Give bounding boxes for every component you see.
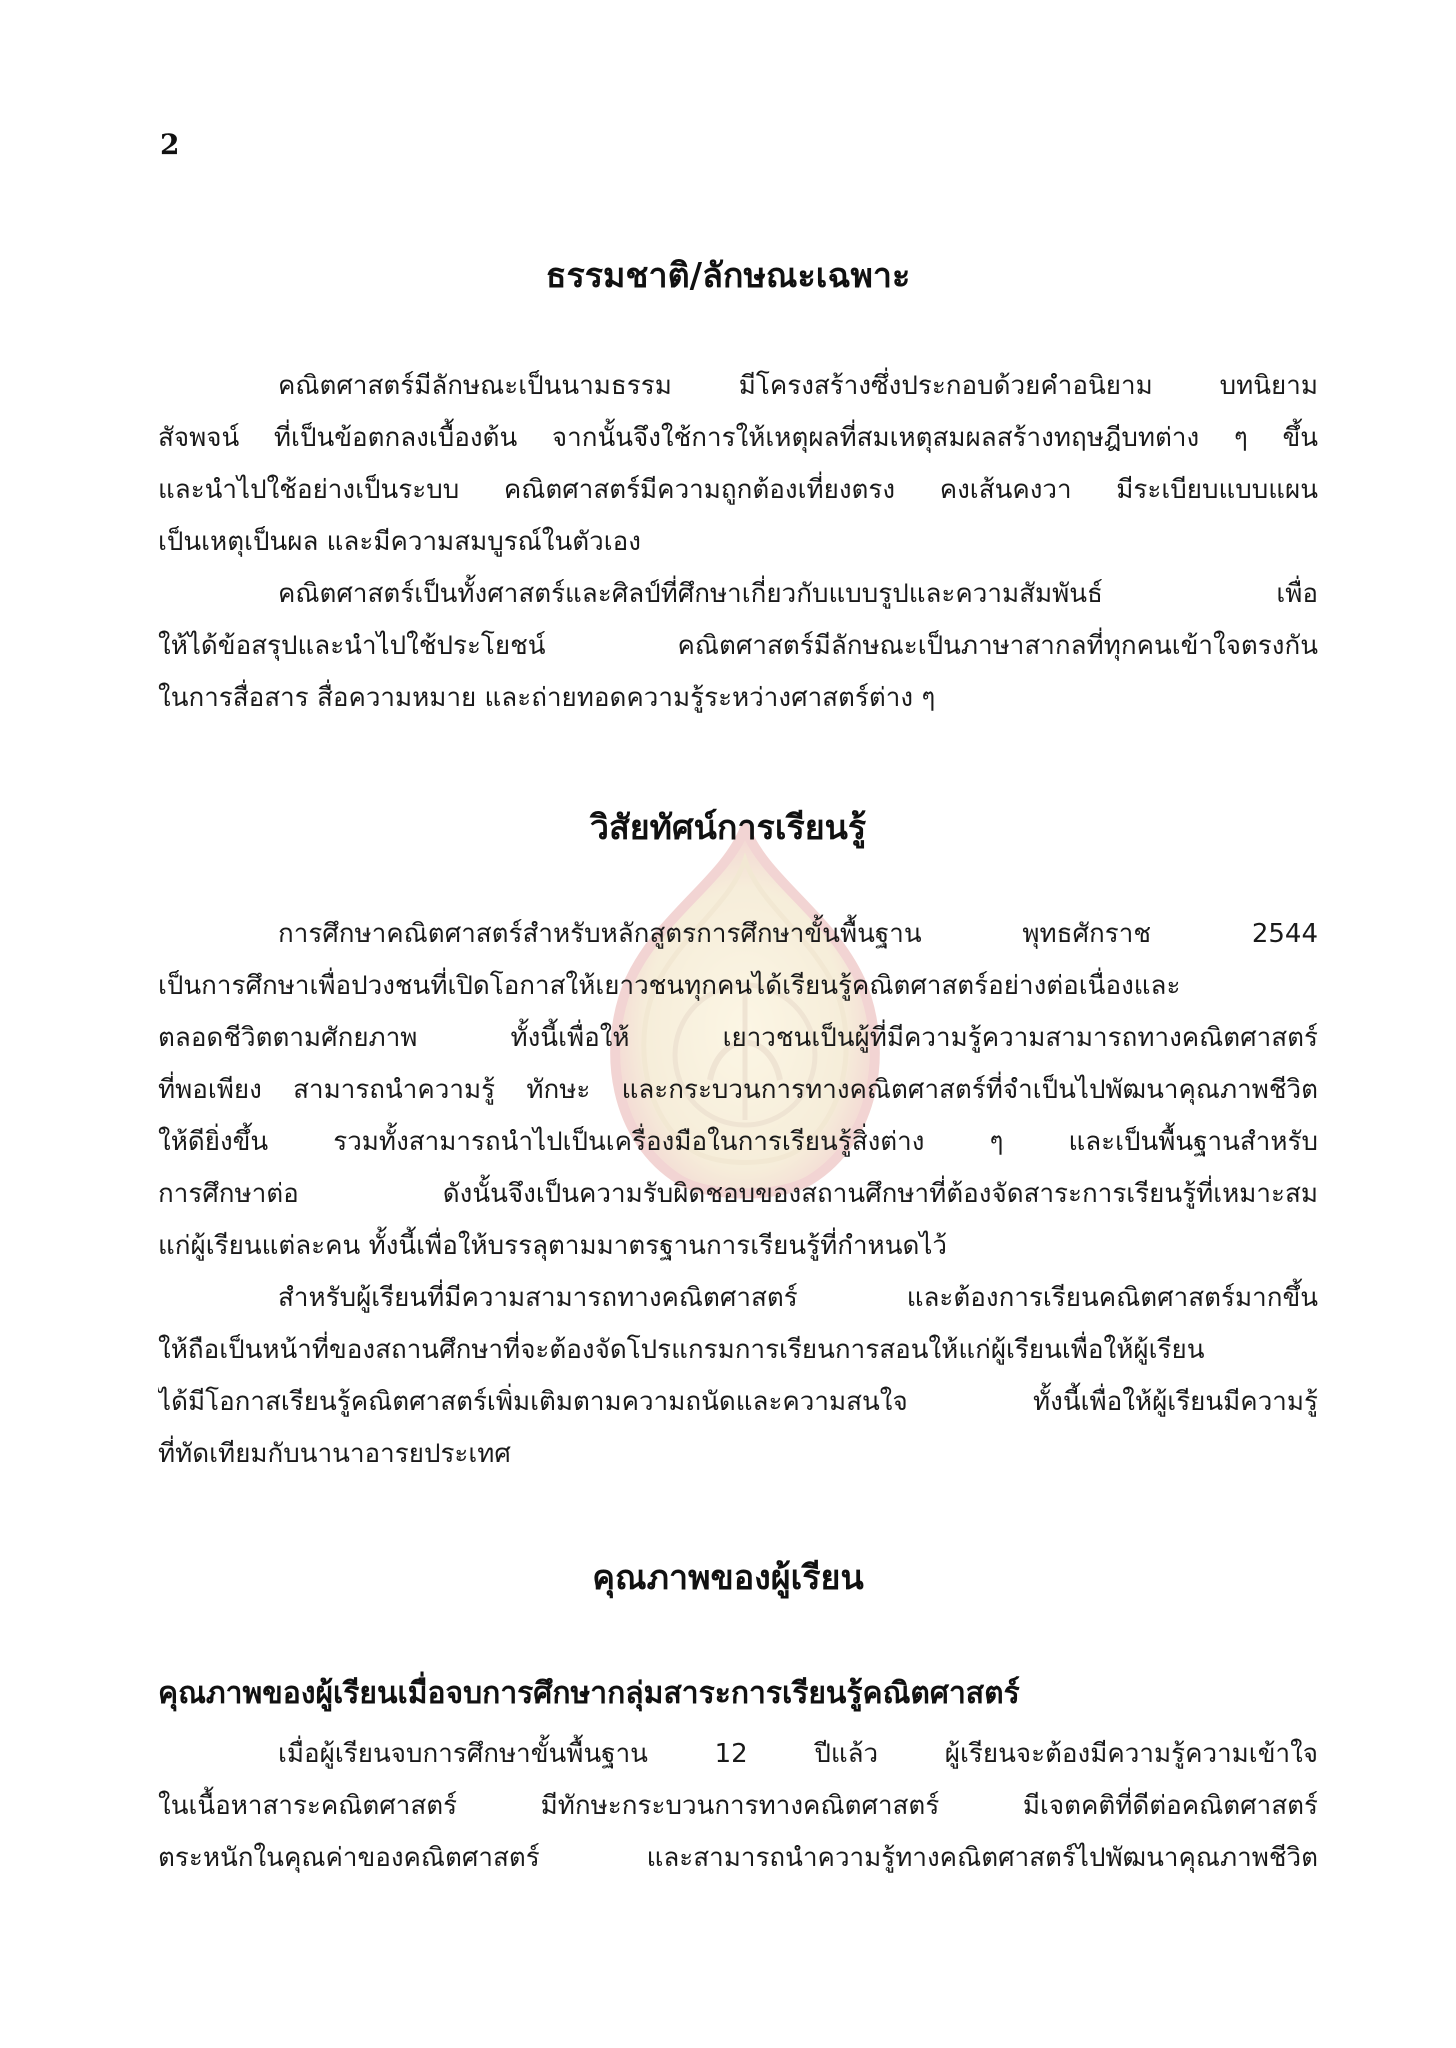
text-line: แก่ผู้เรียนแต่ละคน ทั้งนี้เพื่อให้บรรลุตามมาตรฐานการเรียนรู้ที่กำหนดไว้ xyxy=(158,1231,948,1261)
text-line: การศึกษาต่อ ดังนั้นจึงเป็นความรับผิดชอบของสถานศึกษาที่ต้องจัดสาระการเรียนรู้ที่เหมาะสม xyxy=(158,1179,1318,1209)
text-line: ในเนื้อหาสาระคณิตศาสตร์ มีทักษะกระบวนการทางคณิตศาสตร์ มีเจตคติที่ดีต่อคณิตศาสตร์ xyxy=(158,1791,1318,1821)
paragraph-vision-1 xyxy=(158,908,1318,1272)
text-line: ให้ถือเป็นหน้าที่ของสถานศึกษาที่จะต้องจัดโปรแกรมการเรียนการสอนให้แก่ผู้เรียนเพื่อให้ผู้เรียน xyxy=(158,1335,1205,1365)
text-line: คณิตศาสตร์เป็นทั้งศาสตร์และศิลป์ที่ศึกษาเกี่ยวกับแบบรูปและความสัมพันธ์ เพื่อ xyxy=(278,579,1318,609)
text-line: ในการสื่อสาร สื่อความหมาย และถ่ายทอดความรู้ระหว่างศาสตร์ต่าง ๆ xyxy=(158,683,936,713)
text-line: ให้ได้ข้อสรุปและนำไปใช้ประโยชน์ คณิตศาสตร์มีลักษณะเป็นภาษาสากลที่ทุกคนเข้าใจตรงกัน xyxy=(158,631,1318,661)
text-line: สัจพจน์ ที่เป็นข้อตกลงเบื้องต้น จากนั้นจึงใช้การให้เหตุผลที่สมเหตุสมผลสร้างทฤษฎีบทต่าง ๆ ขึ้น xyxy=(158,423,1318,453)
paragraph-quality-1 xyxy=(158,1728,1318,1884)
paragraph-nature-2 xyxy=(158,568,1318,724)
text-line: ให้ดียิ่งขึ้น รวมทั้งสามารถนำไปเป็นเครื่องมือในการเรียนรู้สิ่งต่าง ๆ และเป็นพื้นฐานสำหรับ xyxy=(158,1127,1318,1157)
text-line: คณิตศาสตร์มีลักษณะเป็นนามธรรม มีโครงสร้างซึ่งประกอบด้วยคำอนิยาม บทนิยาม xyxy=(278,371,1318,401)
heading-nature: ธรรมชาติ/ลักษณะเฉพาะ xyxy=(545,256,911,296)
heading-quality: คุณภาพของผู้เรียน xyxy=(592,1558,864,1598)
text-line: เป็นเหตุเป็นผล และมีความสมบูรณ์ในตัวเอง xyxy=(158,527,641,557)
text-line: เป็นการศึกษาเพื่อปวงชนที่เปิดโอกาสให้เยาวชนทุกคนได้เรียนรู้คณิตศาสตร์อย่างต่อเนื่องและ xyxy=(158,971,1181,1001)
text-line: ที่พอเพียง สามารถนำความรู้ ทักษะ และกระบวนการทางคณิตศาสตร์ที่จำเป็นไปพัฒนาคุณภาพชีวิต xyxy=(158,1075,1318,1105)
paragraph-vision-2 xyxy=(158,1272,1318,1480)
text-line: การศึกษาคณิตศาสตร์สำหรับหลักสูตรการศึกษาขั้นพื้นฐาน พุทธศักราช 2544 xyxy=(278,919,1318,949)
subheading-quality: คุณภาพของผู้เรียนเมื่อจบการศึกษากลุ่มสาระการเรียนรู้คณิตศาสตร์ xyxy=(158,1676,1020,1711)
text-line: และนำไปใช้อย่างเป็นระบบ คณิตศาสตร์มีความถูกต้องเที่ยงตรง คงเส้นคงวา มีระเบียบแบบแผน xyxy=(158,475,1318,505)
text-line: เมื่อผู้เรียนจบการศึกษาขั้นพื้นฐาน 12 ปีแล้ว ผู้เรียนจะต้องมีความรู้ความเข้าใจ xyxy=(278,1739,1318,1769)
text-line: ที่ทัดเทียมกับนานาอารยประเทศ xyxy=(158,1439,511,1469)
paragraph-nature-1 xyxy=(158,360,1318,568)
text-line: สำหรับผู้เรียนที่มีความสามารถทางคณิตศาสตร์ และต้องการเรียนคณิตศาสตร์มากขึ้น xyxy=(278,1283,1318,1313)
text-line: ได้มีโอกาสเรียนรู้คณิตศาสตร์เพิ่มเติมตามความถนัดและความสนใจ ทั้งนี้เพื่อให้ผู้เรียนมีความรู้ xyxy=(158,1387,1318,1417)
heading-vision: วิสัยทัศน์การเรียนรู้ xyxy=(589,808,867,848)
text-line: ตลอดชีวิตตามศักยภาพ ทั้งนี้เพื่อให้ เยาวชนเป็นผู้ที่มีความรู้ความสามารถทางคณิตศาสตร์ xyxy=(158,1023,1318,1053)
page-number: 2 xyxy=(160,128,180,161)
text-line: ตระหนักในคุณค่าของคณิตศาสตร์ และสามารถนำความรู้ทางคณิตศาสตร์ไปพัฒนาคุณภาพชีวิต xyxy=(158,1843,1318,1873)
